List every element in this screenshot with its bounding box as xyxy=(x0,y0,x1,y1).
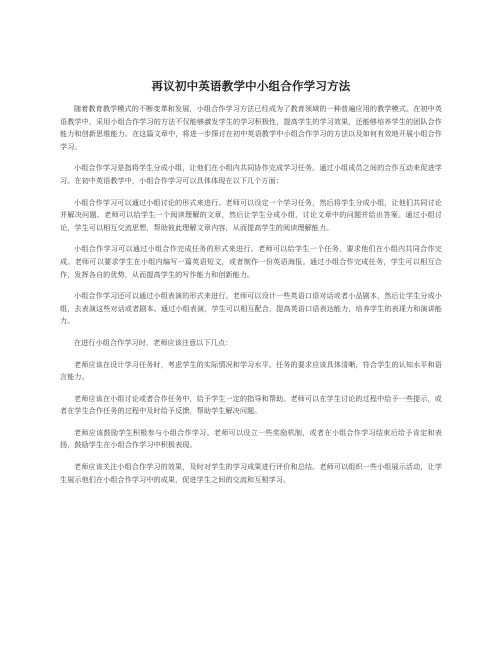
paragraph-note-guidance: 老师应该在小组讨论或者合作任务中，给予学生一定的指导和帮助。老师可以在学生讨论的过程中给予一些提示，或者在学生合作任务的过程中及时给予反馈，帮助学生解决问题。 xyxy=(60,393,442,416)
paragraph-discussion: 小组合作学习可以通过小组讨论的形式来进行。老师可以设定一个学习任务，然后将学生分成小组，让他们共同讨论并解决问题。老师可以给学生一个阅读理解的文章，然后让学生分成小组，讨论文章中的问题并给出答案。通过小组讨论，学生可以相互交流思想，帮助彼此理解文章内容，从而提高学生的阅读理解能力。 xyxy=(60,197,442,232)
paragraph-note-task-design: 老师应该在设计学习任务时，考虑学生的实际情况和学习水平。任务的要求应该具体清晰，符合学生的认知水平和语言能力。 xyxy=(60,359,442,382)
paragraph-task: 小组合作学习可以通过小组合作完成任务的形式来进行。老师可以给学生一个任务，要求他们在小组内共同合作完成。老师可以要求学生在小组内编写一篇英语短文，或者制作一份英语海报。通过小组合作完成任务，学生可以相互合作，发挥各自的优势，从而提高学生的写作能力和创新能力。 xyxy=(60,244,442,279)
document-page xyxy=(60,78,442,495)
paragraph-notes-intro: 在进行小组合作学习时，老师应该注意以下几点： xyxy=(74,337,233,347)
paragraph-note-evaluation: 老师应该关注小组合作学习的效果，及时对学生的学习成果进行评价和总结。老师可以组织一些小组展示活动，让学生展示他们在小组合作学习中的成果，促进学生之间的交流和互相学习。 xyxy=(60,462,442,484)
paragraph-definition: 小组合作学习是指将学生分成小组，让他们在小组内共同协作完成学习任务。通过小组成员之间的合作互动来促进学习。在初中英语教学中，小组合作学习可以具体体现在以下几个方面： xyxy=(60,163,442,185)
paragraph-note-encourage: 老师应该鼓励学生积极参与小组合作学习。老师可以设立一些奖励机制，或者在小组合作学习结束后给予肯定和表扬，鼓励学生在小组合作学习中积极表现。 xyxy=(60,427,442,450)
document-title: 再议初中英语教学中小组合作学习方法 xyxy=(151,79,351,93)
paragraph-performance: 小组合作学习还可以通过小组表演的形式来进行。老师可以设计一些英语口语对话或者小品剧本，然后让学生分成小组，去表演这些对话或者剧本。通过小组表演，学生可以相互配合，提高英语口语表达能力，培养学生的表现力和演讲能力。 xyxy=(60,291,442,326)
paragraph-intro: 随着教育教学模式的不断变革和发展，小组合作学习方法已经成为了教育领域的一种普遍应用的教学模式。在初中英语教学中，采用小组合作学习的方法不仅能够激发学生的学习积极性，提高学生的学习效果，还能够培养学生的团队合作能力和创新思维能力。在这篇文章中，将进一步探讨在初中英语教学中小组合作学习的方法以及如何有效地开展小组合作学习。 xyxy=(60,104,442,151)
